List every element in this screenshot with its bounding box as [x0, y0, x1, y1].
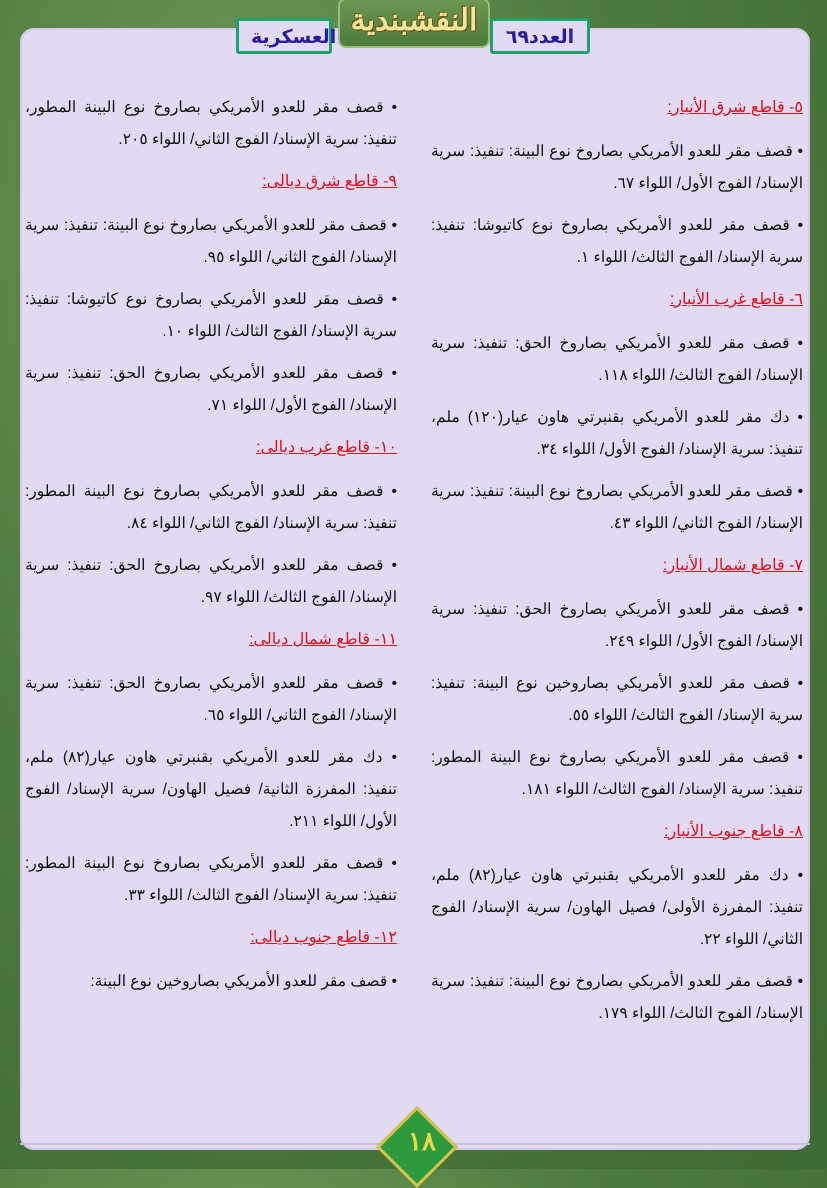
section-heading: ١١- قاطع شمال ديالى:	[249, 631, 397, 648]
report-item: • قصف مقر للعدو الأمريكي بصاروخ نوع البينة المطور: تنفيذ: سرية الإسناد/ الفوج الثاني/ اللواء ٨٤.	[25, 483, 397, 532]
report-item: • قصف مقر للعدو الأمريكي بصاروخ الحق: تنفيذ: سرية الإسناد/ الفوج الأول/ اللواء ٧١.	[25, 365, 397, 414]
right-column	[431, 92, 803, 1040]
section-heading: ٦- قاطع غرب الأنبار:	[669, 291, 803, 308]
report-item: • قصف مقر للعدو الأمريكي بصاروخ الحق: تنفيذ: سرية الإسناد/ الفوج الأول/ اللواء ٢٤٩.	[431, 601, 803, 650]
issue-number: العدد٦٩	[490, 18, 590, 54]
report-item: • قصف مقر للعدو الأمريكي بصاروخين نوع البينة:	[90, 973, 397, 990]
left-column	[25, 92, 397, 1008]
report-item: • قصف مقر للعدو الأمريكي بصاروخ نوع البينة: تنفيذ: سرية الإسناد/ الفوج الثالث/ اللواء ١٧٩.	[431, 973, 803, 1022]
report-item: • دك مقر للعدو الأمريكي بقنبرتي هاون عيار(٨٢) ملم، تنفيذ: المفرزة الأولى/ فصيل الهاون/ سرية الإسناد/ الفوج الثاني/ اللواء ٢٢.	[431, 867, 803, 948]
report-item: • قصف مقر للعدو الأمريكي بصاروخ نوع البينة: تنفيذ: سرية الإسناد/ الفوج الثاني/ اللواء ٤٣.	[431, 483, 803, 532]
report-item: • قصف مقر للعدو الأمريكي بصاروخ نوع البينة المطور: تنفيذ: سرية الإسناد/ الفوج الثالث/ اللواء ٣٣.	[25, 855, 397, 904]
section-heading: ٧- قاطع شمال الأنبار:	[662, 557, 803, 574]
report-item: • قصف مقر للعدو الأمريكي بصاروخ الحق: تنفيذ: سرية الإسناد/ الفوج الثالث/ اللواء ٩٧.	[25, 557, 397, 606]
report-item: • قصف مقر للعدو الأمريكي بصاروخ نوع البينة المطور، تنفيذ: سرية الإسناد/ الفوج الثاني/ اللواء ٢٠٥.	[25, 99, 397, 148]
report-item: • قصف مقر للعدو الأمريكي بصاروخين نوع البينة: تنفيذ: سرية الإسناد/ الفوج الثالث/ اللواء ٥٥.	[431, 675, 803, 724]
report-item: • قصف مقر للعدو الأمريكي بصاروخ نوع البينة: تنفيذ: سرية الإسناد/ الفوج الأول/ اللواء ٦٧.	[431, 143, 803, 192]
section-heading: ١٢- قاطع جنوب ديالى:	[250, 929, 397, 946]
report-item: • قصف مقر للعدو الأمريكي بصاروخ الحق: تنفيذ: سرية الإسناد/ الفوج الثاني/ اللواء ٦٥.	[25, 675, 397, 724]
section-heading: ١٠- قاطع غرب ديالى:	[256, 439, 397, 456]
magazine-logo: النقشبندية	[340, 0, 488, 46]
section-heading: ٩- قاطع شرق ديالى:	[262, 173, 397, 190]
report-item: • قصف مقر للعدو الأمريكي بصاروخ نوع البينة المطور: تنفيذ: سرية الإسناد/ الفوج الثالث/ اللواء ١٨١.	[431, 749, 803, 798]
section-label: العسكرية	[236, 18, 332, 54]
report-item: • قصف مقر للعدو الأمريكي بصاروخ نوع البينة: تنفيذ: سرية الإسناد/ الفوج الثاني/ اللواء ٩٥.	[25, 217, 397, 266]
report-item: • قصف مقر للعدو الأمريكي بصاروخ نوع كاتيوشا: تنفيذ: سرية الإسناد/ الفوج الثالث/ اللواء ١.	[431, 217, 803, 266]
section-heading: ٥- قاطع شرق الأنبار:	[667, 99, 803, 116]
report-item: • دك مقر للعدو الأمريكي بقنبرتي هاون عيار(١٢٠) ملم، تنفيذ: سرية الإسناد/ الفوج الأول/ اللواء ٣٤.	[431, 409, 803, 458]
report-item: • قصف مقر للعدو الأمريكي بصاروخ الحق: تنفيذ: سرية الإسناد/ الفوج الثالث/ اللواء ١١٨.	[431, 335, 803, 384]
report-item: • قصف مقر للعدو الأمريكي بصاروخ نوع كاتيوشا: تنفيذ: سرية الإسناد/ الفوج الثالث/ اللواء ١٠.	[25, 291, 397, 340]
section-heading: ٨- قاطع جنوب الأنبار:	[664, 823, 803, 840]
page-number: ١٨	[407, 1127, 436, 1158]
report-item: • دك مقر للعدو الأمريكي بقنبرتي هاون عيار(٨٢) ملم، تنفيذ: المفرزة الثانية/ فصيل الهاون/ سرية الإسناد/ الفوج الأول/ اللواء ٢١١.	[25, 749, 397, 830]
